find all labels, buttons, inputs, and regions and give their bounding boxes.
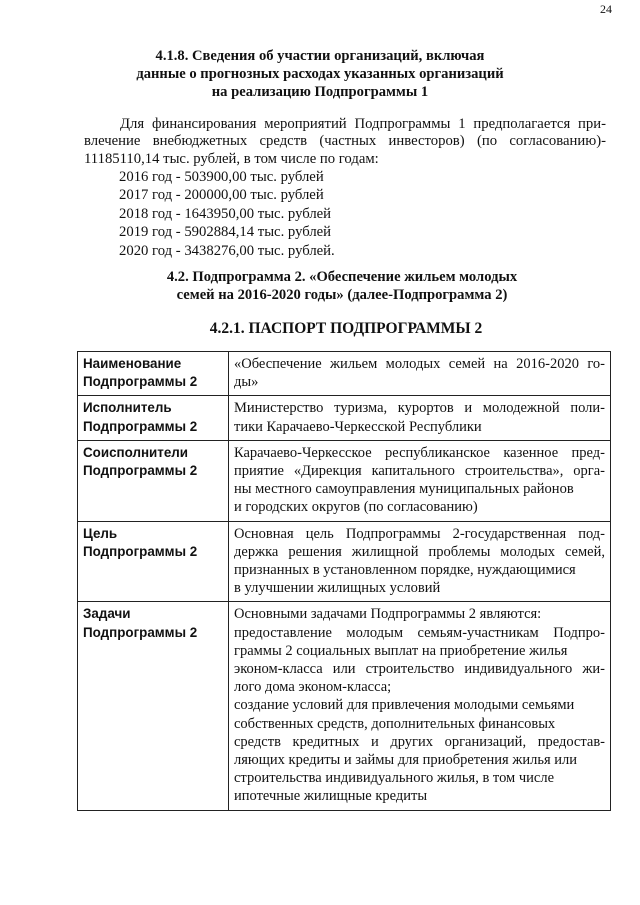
passport-value-line: Министерство туризма, курортов и молодежной поли-: [234, 400, 605, 417]
heading-line: 4.1.8. Сведения об участии организаций, включая: [155, 48, 485, 64]
financing-paragraph: [84, 116, 606, 168]
year-item: 2020 год - 3438276,00 тыс. рублей.: [119, 242, 335, 259]
passport-row: [78, 521, 611, 602]
passport-value-cell: [229, 602, 611, 810]
year-item: 2018 год - 1643950,00 тыс. рублей: [119, 205, 332, 222]
passport-value-line: Основными задачами Подпрограммы 2 являются:: [234, 606, 542, 623]
passport-table: [77, 351, 611, 811]
heading-line: семей на 2016-2020 годы» (далее-Подпрограмма 2): [176, 287, 508, 303]
heading-line: 4.2.1. ПАСПОРТ ПОДПРОГРАММЫ 2: [209, 320, 483, 337]
paragraph-line: Для финансирования мероприятий Подпрограммы 1 предполагается при-: [120, 116, 606, 132]
paragraph-line: 11185110,14 тыс. рублей, в том числе по годам:: [84, 150, 379, 167]
year-item: 2016 год - 503900,00 тыс. рублей: [119, 169, 324, 185]
passport-value-line: строительства индивидуального жилья, в том числе: [234, 770, 554, 787]
passport-value-line: Основная цель Подпрограммы 2-государственная под-: [234, 525, 605, 542]
passport-label-line: Наименование: [83, 356, 182, 371]
heading-line: данные о прогнозных расходах указанных организаций: [136, 66, 504, 82]
passport-value-line: приятие «Дирекция капитального строительства», орга-: [234, 463, 605, 480]
passport-row: [78, 602, 611, 810]
passport-label-line: Подпрограммы 2: [83, 463, 198, 479]
passport-value-line: эконом-класса или строительство индивидуального жи-: [234, 661, 605, 678]
passport-value-line: в улучшении жилищных условий: [234, 580, 441, 597]
passport-value-cell: [229, 396, 611, 440]
heading-line: 4.2. Подпрограмма 2. «Обеспечение жильем молодых: [166, 269, 518, 285]
passport-label-line: Задачи: [83, 606, 131, 622]
passport-value-cell: [229, 352, 611, 396]
heading-line: на реализацию Подпрограммы 1: [211, 84, 429, 100]
passport-label-cell: [78, 352, 229, 396]
passport-value-line: ипотечные жилищные кредиты: [234, 788, 428, 805]
passport-row: [78, 396, 611, 440]
passport-value-line: признанных в установленном порядке, нуждающимися: [234, 562, 576, 579]
passport-value-line: тики Карачаево-Черкесской Республики: [234, 418, 482, 435]
passport-value-line: и городских округов (по согласованию): [234, 499, 478, 516]
passport-value-cell: [229, 521, 611, 602]
passport-value-line: держка решения жилищной проблемы молодых семей,: [234, 543, 605, 560]
passport-value-line: граммы 2 социальных выплат на приобретение жилья: [234, 642, 568, 659]
page-number: 24: [600, 2, 612, 16]
passport-value-line: ды»: [234, 374, 259, 391]
passport-label-line: Цель: [83, 525, 118, 541]
passport-title: [26, 320, 640, 338]
passport-label-line: Подпрограммы 2: [83, 624, 198, 640]
passport-label-cell: [78, 602, 229, 810]
passport-label-line: Исполнитель: [83, 400, 172, 416]
year-item: 2019 год - 5902884,14 тыс. рублей: [119, 224, 332, 241]
passport-value-line: средств кредитных и других организаций, предостав-: [234, 733, 605, 750]
passport-value-line: «Обеспечение жильем молодых семей на 2016-2020 го-: [234, 356, 605, 372]
passport-row: [78, 352, 611, 396]
passport-value-line: предоставление молодым семьям-участникам Подпро-: [234, 624, 605, 641]
passport-value-line: ны местного самоуправления муниципальных районов: [234, 481, 574, 498]
passport-label-cell: [78, 521, 229, 602]
passport-label-line: Соисполнители: [83, 444, 189, 460]
passport-value-line: Карачаево-Черкесское республиканское казенное пред-: [234, 444, 605, 461]
section-4-2-heading: [22, 268, 640, 304]
passport-value-line: собственных средств, дополнительных финансовых: [234, 715, 556, 732]
passport-value-cell: [229, 440, 611, 521]
passport-label-line: Подпрограммы 2: [83, 543, 198, 559]
passport-value-line: создание условий для привлечения молодыми семьями: [234, 697, 575, 714]
year-item: 2017 год - 200000,00 тыс. рублей: [119, 187, 324, 204]
passport-label-cell: [78, 396, 229, 440]
passport-label-cell: [78, 440, 229, 521]
passport-value-line: лого дома эконом-класса;: [234, 679, 392, 696]
paragraph-line: влечение внебюджетных средств (частных инвесторов) (по согласованию)-: [84, 133, 606, 150]
financing-years-list: [119, 168, 335, 260]
passport-row: [78, 440, 611, 521]
section-4-1-8-heading: [0, 47, 640, 101]
passport-label-line: Подпрограммы 2: [83, 374, 198, 390]
passport-label-line: Подпрограммы 2: [83, 418, 198, 434]
passport-value-line: ляющих кредиты и займы для приобретения жилья или: [234, 752, 578, 769]
